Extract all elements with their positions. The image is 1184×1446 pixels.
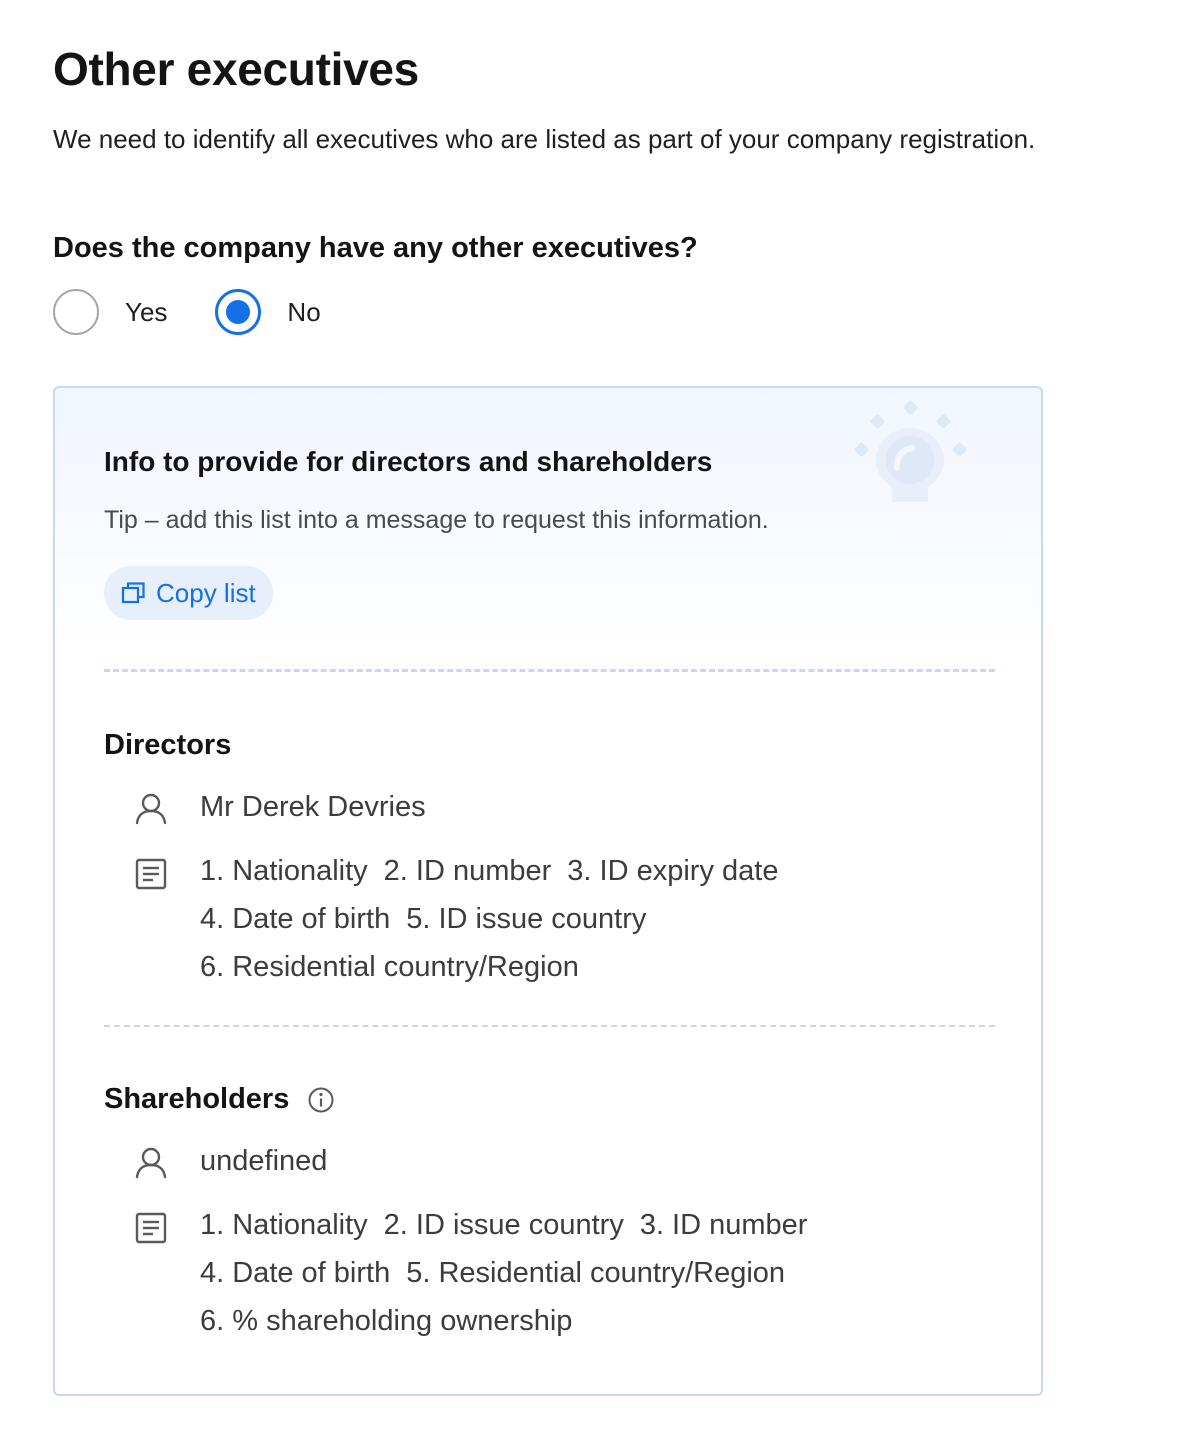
info-icon[interactable] (307, 1086, 335, 1114)
card-tip: Tip – add this list into a message to request this information. (104, 506, 769, 534)
director-requirements-line-2 (200, 903, 646, 936)
shareholder-name: undefined (200, 1145, 328, 1177)
user-icon (133, 791, 169, 827)
info-card (53, 386, 1043, 1396)
card-title: Info to provide for directors and shareholders (104, 446, 713, 477)
shareholders-heading-text: Shareholders (104, 1083, 290, 1115)
copy-list-label[interactable]: Copy list (156, 577, 256, 608)
radio-yes-circle[interactable] (53, 289, 99, 335)
section-divider (104, 1025, 995, 1027)
copy-icon (120, 579, 148, 607)
requirement-item: 5. Residential country/Region (406, 1257, 786, 1289)
requirement-item: 4. Date of birth (200, 1257, 391, 1289)
requirement-item: 6. Residential country/Region (200, 951, 579, 983)
director-requirements-line-3 (200, 951, 579, 984)
requirement-item: 3. ID expiry date (567, 855, 779, 887)
document-list-icon (133, 856, 169, 892)
requirement-item: 5. ID issue country (406, 903, 647, 935)
page-intro: We need to identify all executives who are listed as part of your company registration. (53, 124, 1036, 154)
page-title: Other executives (53, 43, 419, 95)
requirement-item: 2. ID number (383, 855, 552, 887)
card-divider (104, 669, 995, 672)
director-name: Mr Derek Devries (200, 791, 426, 823)
requirement-item: 3. ID number (639, 1209, 808, 1241)
requirement-item: 6. % shareholding ownership (200, 1305, 573, 1337)
requirement-item: 1. Nationality (200, 1209, 368, 1241)
user-icon (133, 1145, 169, 1181)
copy-list-button[interactable] (104, 566, 273, 620)
radio-yes-label[interactable]: Yes (125, 296, 168, 327)
requirement-item: 1. Nationality (200, 855, 368, 887)
shareholder-requirements-line-2 (200, 1257, 785, 1290)
radio-option-no[interactable] (215, 289, 320, 335)
requirement-item: 4. Date of birth (200, 903, 391, 935)
executives-question: Does the company have any other executives? (53, 232, 698, 264)
requirement-item: 2. ID issue country (383, 1209, 624, 1241)
executives-radio-group (53, 289, 321, 335)
lightbulb-icon (850, 396, 980, 506)
shareholder-requirements-line-1 (200, 1209, 807, 1242)
radio-no-label[interactable]: No (287, 296, 321, 327)
radio-option-yes[interactable] (53, 289, 167, 335)
shareholder-requirements-line-3 (200, 1305, 572, 1338)
director-requirements-line-1 (200, 855, 778, 888)
directors-heading (104, 729, 231, 762)
document-list-icon (133, 1210, 169, 1246)
directors-heading-text: Directors (104, 729, 232, 761)
shareholders-heading (104, 1083, 335, 1116)
radio-no-circle[interactable] (215, 289, 261, 335)
